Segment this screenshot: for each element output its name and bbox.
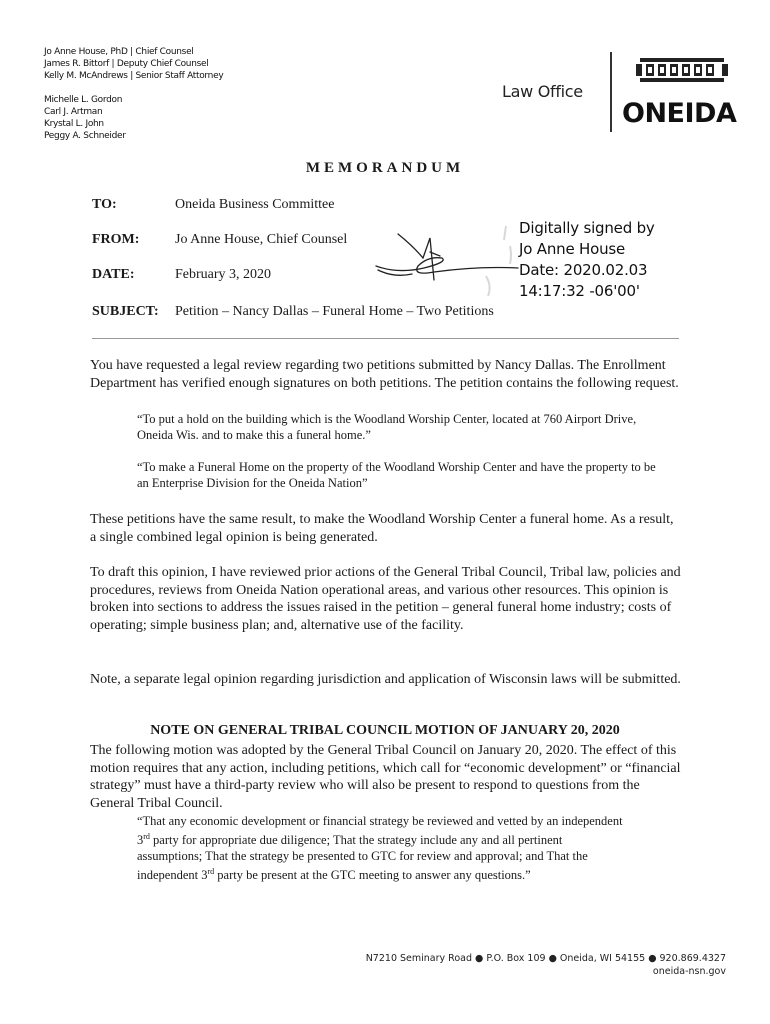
subject-label: SUBJECT: [92, 304, 159, 319]
letterhead-divider [610, 52, 612, 132]
from-value: Jo Anne House, Chief Counsel [175, 232, 348, 247]
section-heading: NOTE ON GENERAL TRIBAL COUNCIL MOTION OF JANUARY 20, 2020 [150, 723, 620, 738]
footer-address: N7210 Seminary Road ● P.O. Box 109 ● Oneida, WI 54155 ● 920.869.4327 [365, 953, 726, 964]
header-rule [92, 338, 679, 339]
quote-motion [137, 813, 697, 883]
staff-line: Peggy A. Schneider [44, 131, 126, 141]
staff-line: Kelly M. McAndrews | Senior Staff Attorney [44, 71, 224, 81]
quote-petition-2: “To make a Funeral Home on the property of the Woodland Worship Center and have the property to be an Enterprise Division for the Oneida Nation” [137, 460, 656, 490]
handwritten-signature-icon [368, 228, 528, 288]
office-name: Law Office [502, 82, 583, 101]
digital-signature-line: Digitally signed by [519, 219, 655, 237]
quote-line: independent 3rd party be present at the GTC meeting to answer any questions.” [137, 867, 531, 883]
date-value: February 3, 2020 [175, 267, 272, 282]
to-value: Oneida Business Committee [175, 197, 335, 212]
staff-line: Michelle L. Gordon [44, 95, 123, 105]
from-label: FROM: [92, 232, 140, 247]
oneida-wordmark: ONEIDA [622, 98, 737, 129]
staff-line: Krystal L. John [44, 119, 104, 129]
staff-line: James R. Bittorf | Deputy Chief Counsel [44, 59, 209, 69]
memo-title: MEMORANDUM [305, 160, 465, 176]
subject-value: Petition – Nancy Dallas – Funeral Home – Two Petitions [175, 304, 494, 319]
paragraph-motion: The following motion was adopted by the General Tribal Council on January 20, 2020. The effect of this motion requires that any action, including petitions, which call for “economic development” or “financial strategy” must have a third-party review who will also be present to respond to questions from the General Tribal Council. [90, 743, 681, 811]
staff-list-counsel [44, 46, 223, 82]
footer-website: oneida-nsn.gov [652, 966, 726, 977]
paragraph-note: Note, a separate legal opinion regarding jurisdiction and application of Wisconsin laws will be submitted. [90, 672, 681, 687]
quote-line: assumptions; That the strategy be presented to GTC for review and approval; and That the [137, 849, 588, 864]
digital-signature-date: Date: 2020.02.03 [519, 261, 648, 279]
date-label: DATE: [92, 267, 135, 282]
paragraph-result: These petitions have the same result, to make the Woodland Worship Center a funeral home. As a result, a single combined legal opinion is being generated. [90, 512, 674, 545]
digital-signature-time: 14:17:32 -06'00' [519, 282, 640, 300]
footer [366, 952, 726, 978]
staff-line: Jo Anne House, PhD | Chief Counsel [44, 47, 194, 57]
staff-list-attorneys [44, 94, 126, 142]
quote-line: 3rd party for appropriate due diligence; That the strategy include any and all pertinent [137, 832, 563, 848]
to-label: TO: [92, 197, 117, 212]
digital-signature-block [519, 218, 655, 302]
quote-line: “That any economic development or financial strategy be reviewed and vetted by an independent [137, 814, 623, 828]
paragraph-intro: You have requested a legal review regarding two petitions submitted by Nancy Dallas. The Enrollment Department has verified enough signatures on both petitions. The petition contains the following request. [90, 358, 679, 391]
paragraph-review: To draft this opinion, I have reviewed prior actions of the General Tribal Council, Tribal law, policies and procedures, reviews from Oneida Nation operational areas, and various other resources. This opinion is broken into sections to address the issues raised in the petition – general funeral home industry; costs of operating; simple business plan; and, alternative use of the facility. [90, 565, 681, 633]
digital-signature-name: Jo Anne House [519, 240, 626, 258]
staff-line: Carl J. Artman [44, 107, 103, 117]
quote-petition-1: “To put a hold on the building which is the Woodland Worship Center, located at 760 Airport Drive, Oneida Wis. and to make this a funeral home.” [137, 412, 637, 442]
